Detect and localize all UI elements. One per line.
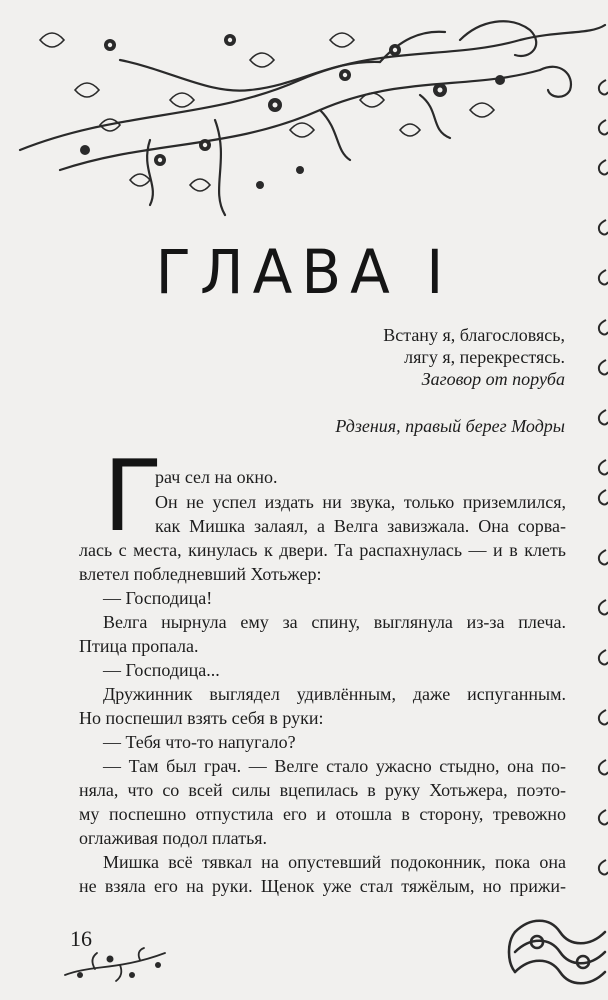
text-line: как Мишка залаял, а Велга завизжала. Она сорва- xyxy=(155,516,566,536)
text-line: Мишка всё тявкал на опустевший подоконник, пока она xyxy=(103,852,566,872)
epigraph-source: Заговор от поруба xyxy=(421,369,565,389)
epigraph xyxy=(383,324,565,390)
text-line: — Господица! xyxy=(103,588,213,608)
text-line: няла, что со всей силы вцепилась в руку Хотьжера, поэто- xyxy=(79,780,566,800)
epigraph-line: Встану я, благословясь, xyxy=(383,325,565,345)
text-line: не взяла его на руки. Щенок уже стал тяжёлым, но прижи- xyxy=(79,876,566,896)
page-edge-scroll-ornament xyxy=(590,60,608,940)
place-heading: Рдзения, правый берег Модры xyxy=(335,416,565,436)
text-line: лась с места, кинулась к двери. Та распахнулась — и в клеть xyxy=(79,540,566,560)
floral-branch-ornament xyxy=(0,0,608,225)
text-line: влетел побледневший Хотьжер: xyxy=(79,564,322,584)
epigraph-line: лягу я, перекрестясь. xyxy=(404,347,565,367)
text-line: Он не успел издать ни звука, только приземлился, xyxy=(155,492,566,512)
text-line: оглаживая подол платья. xyxy=(79,828,268,848)
text-line: му поспешно отпустила его и отошла в сторону, тревожно xyxy=(79,804,566,824)
text-line: Велга нырнула ему за спину, выглянула из-за плеча. xyxy=(103,612,566,632)
text-line: Дружинник выглядел удивлённым, даже испуганным. xyxy=(103,684,566,704)
floral-sprig-ornament xyxy=(60,945,170,985)
page-number: 16 xyxy=(70,926,92,951)
text-line: Но поспешил взять себя в руки: xyxy=(79,708,324,728)
text-line: рач сел на окно. xyxy=(155,467,278,487)
text-line: — Там был грач. — Велге стало ужасно стыдно, она по- xyxy=(103,756,566,776)
text-line: — Тебя что-то напугало? xyxy=(103,732,296,752)
text-line: — Господица... xyxy=(103,660,220,680)
chapter-title: ГЛАВА I xyxy=(155,236,453,308)
celtic-knot-ornament xyxy=(505,912,608,992)
drop-cap: Г xyxy=(103,440,163,554)
text-line: Птица пропала. xyxy=(79,636,199,656)
